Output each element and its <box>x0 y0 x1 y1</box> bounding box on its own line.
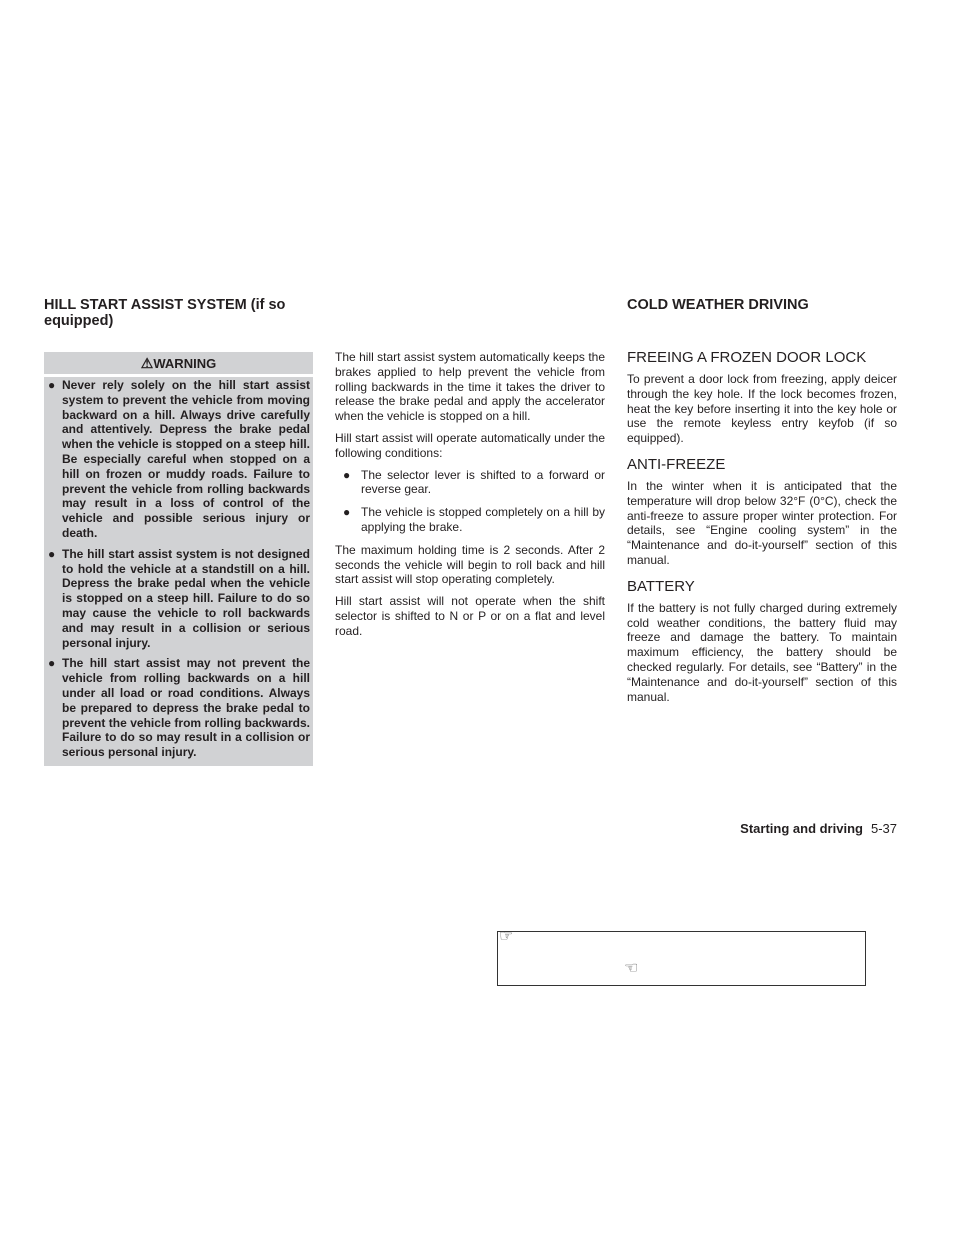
paragraph: In the winter when it is anticipated that the temperature will drop below 32°F (0°C), check the anti-freeze to assure proper winter protection. For details, see “Engine cooling system” in the “Maintenance and do-it-yourself” section of this manual. <box>627 478 897 567</box>
reference-box <box>497 928 866 986</box>
subheading: FREEING A FROZEN DOOR LOCK <box>627 349 867 366</box>
paragraph: To prevent a door lock from freezing, apply deicer through the key hole. If the lock becomes frozen, heat the key before inserting it into the key hole or use the remote keyless entry keyfob (if so equipped). <box>627 372 897 446</box>
paragraph: If the battery is not fully charged during extremely cold weather conditions, the battery fluid may freeze and damage the battery. To maintain maximum efficiency, the battery should be checked regularly. For details, see “Battery” in the “Maintenance and do-it-yourself” section of this manual. <box>627 600 897 704</box>
warning-item: ● Never rely solely on the hill start assist system to prevent the vehicle from moving backward on a hill. Always drive carefully and attentively. Depress the brake pedal when the vehicle is stopped on a steep hill. Be especially careful when stopped on a hill on frozen or muddy roads. Failure to prevent the vehicle from rolling backwards may result in a loss of control of the vehicle and possible serious injury or death. <box>48 378 310 540</box>
section-title-hill-start: HILL START ASSIST SYSTEM (if so equipped) <box>44 297 286 329</box>
bullet-icon: ● <box>343 505 351 520</box>
bullet-icon: ● <box>48 656 56 671</box>
conditions-list <box>335 468 605 535</box>
bullet-icon: ● <box>48 546 56 561</box>
warning-triangle-icon: ⚠ <box>140 355 154 371</box>
warning-item: ● The hill start assist system is not designed to hold the vehicle at a standstill on a hill. Depress the brake pedal when the vehicle is stopped on a steep hill. Failure to do so may cause the vehicle to roll backwards and may result in a collision or serious personal injury. <box>48 546 310 650</box>
paragraph: Hill start assist will not operate when the shift selector is shifted to N or P or on a flat and level road. <box>335 594 605 638</box>
page-number: 5-37 <box>870 821 897 836</box>
list-item: ● The selector lever is shifted to a forward or reverse gear. <box>343 467 605 497</box>
middle-column <box>335 350 605 646</box>
bullet-icon: ● <box>343 467 351 482</box>
bullet-icon: ● <box>48 378 56 392</box>
page-footer <box>600 822 897 837</box>
warning-header <box>44 352 313 374</box>
warning-box <box>44 377 313 766</box>
subheading: BATTERY <box>627 577 695 595</box>
paragraph: Hill start assist will operate automatically under the following conditions: <box>335 430 605 460</box>
left-column <box>44 297 314 329</box>
warning-label: WARNING <box>153 356 217 371</box>
pointing-hand-left-icon: ☜ <box>624 960 639 977</box>
list-item: ● The vehicle is stopped completely on a hill by applying the brake. <box>343 505 605 534</box>
paragraph: The maximum holding time is 2 seconds. After 2 seconds the vehicle will begin to roll back and hill start assist will stop operating completely. <box>335 542 605 587</box>
pointing-hand-right-icon: ☞ <box>499 928 514 945</box>
section-title-cold-weather: COLD WEATHER DRIVING <box>627 297 809 313</box>
warning-item: ● The hill start assist may not prevent the vehicle from rolling backwards on a hill under all load or road conditions. Always be prepared to depress the brake pedal to prevent the vehicle from rolling backwards. Failure to do so may result in a collision or serious personal injury. <box>48 656 310 760</box>
right-column <box>627 297 897 711</box>
paragraph: The hill start assist system automatically keeps the brakes applied to help prevent the vehicle from rolling backwards in the time it takes the driver to release the brake pedal and apply the accelerator when the vehicle is stopped on a hill. <box>335 350 605 424</box>
subheading: ANTI-FREEZE <box>627 455 726 473</box>
footer-section: Starting and driving <box>740 821 863 836</box>
